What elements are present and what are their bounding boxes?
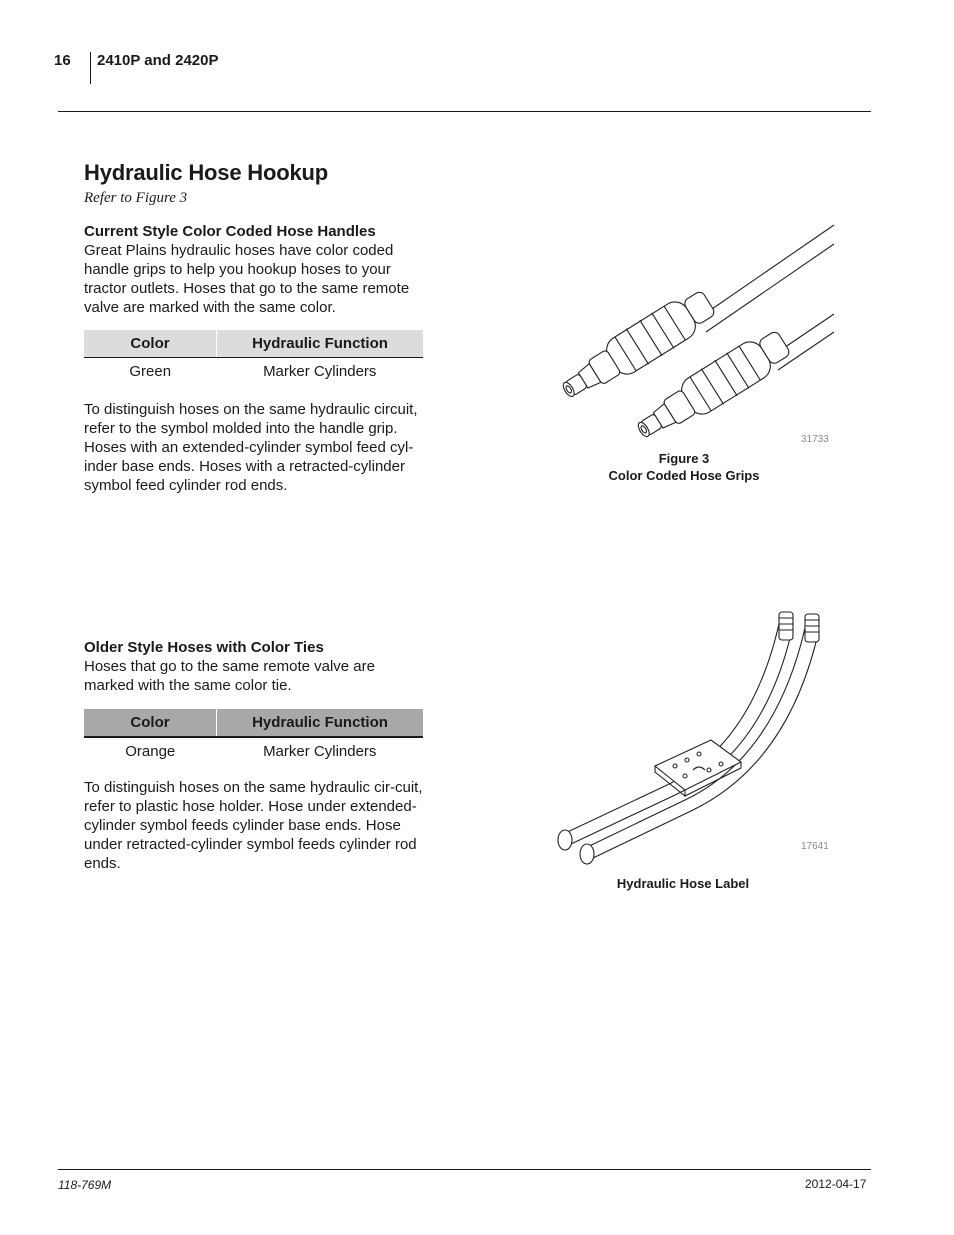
table-header-color: Color bbox=[84, 330, 217, 358]
figure-caption-number: Figure 3 bbox=[658, 451, 710, 466]
footer-rule bbox=[58, 1169, 871, 1170]
table-header-color: Color bbox=[84, 709, 217, 737]
document-title: 2410P and 2420P bbox=[97, 52, 219, 69]
current-style-text: Great Plains hydraulic hoses have color coded handle grips to help you hookup hoses to your tractor outlets. Hoses that go to the same remote valve are marked with the same color. bbox=[84, 242, 410, 316]
figure-caption-title: Hydraulic Hose Label bbox=[616, 876, 750, 891]
hose-label-illustration bbox=[555, 600, 840, 865]
current-style-note: To distinguish hoses on the same hydraulic circuit, refer to the symbol molded into the handle grip. Hoses with an extended-cylinder symbol feed cyl-inder base ends. Hoses with a retracted-cylinder symbol feed cylinder rod ends. bbox=[84, 401, 418, 494]
section-title: Hydraulic Hose Hookup bbox=[84, 160, 328, 185]
hose-grips-illustration bbox=[556, 220, 841, 445]
older-style-note: To distinguish hoses on the same hydraulic cir-cuit, refer to plastic hose holder. Hose under extended-cylinder symbol feeds cylinder base ends. Hose under retracted-cylinder symbol feeds cylinder rod ends. bbox=[84, 779, 423, 872]
current-style-heading: Current Style Color Coded Hose Handles bbox=[84, 223, 376, 240]
older-style-color-table bbox=[84, 709, 423, 765]
table-cell-color: Orange bbox=[125, 743, 176, 760]
table-row bbox=[84, 358, 423, 386]
table-cell-color: Green bbox=[129, 363, 172, 380]
older-style-heading: Older Style Hoses with Color Ties bbox=[84, 639, 324, 656]
table-cell-function: Marker Cylinders bbox=[263, 743, 377, 760]
table-cell-function: Marker Cylinders bbox=[263, 363, 377, 380]
table-header-function: Hydraulic Function bbox=[217, 330, 424, 358]
figure-image-id: 17641 bbox=[801, 841, 829, 852]
current-style-color-table bbox=[84, 330, 423, 385]
figure-caption-title: Color Coded Hose Grips bbox=[608, 468, 760, 483]
figure-reference: Refer to Figure 3 bbox=[84, 190, 188, 206]
older-style-text: Hoses that go to the same remote valve are marked with the same color tie. bbox=[84, 658, 375, 694]
header-divider-vertical bbox=[90, 52, 91, 84]
figure-image-id: 31733 bbox=[801, 434, 829, 445]
page-number: 16 bbox=[54, 52, 71, 69]
table-row bbox=[84, 737, 423, 765]
part-number: 118-769M bbox=[58, 1178, 112, 1192]
table-header-function: Hydraulic Function bbox=[217, 709, 424, 737]
revision-date: 2012-04-17 bbox=[805, 1177, 867, 1191]
header-rule bbox=[58, 111, 871, 112]
